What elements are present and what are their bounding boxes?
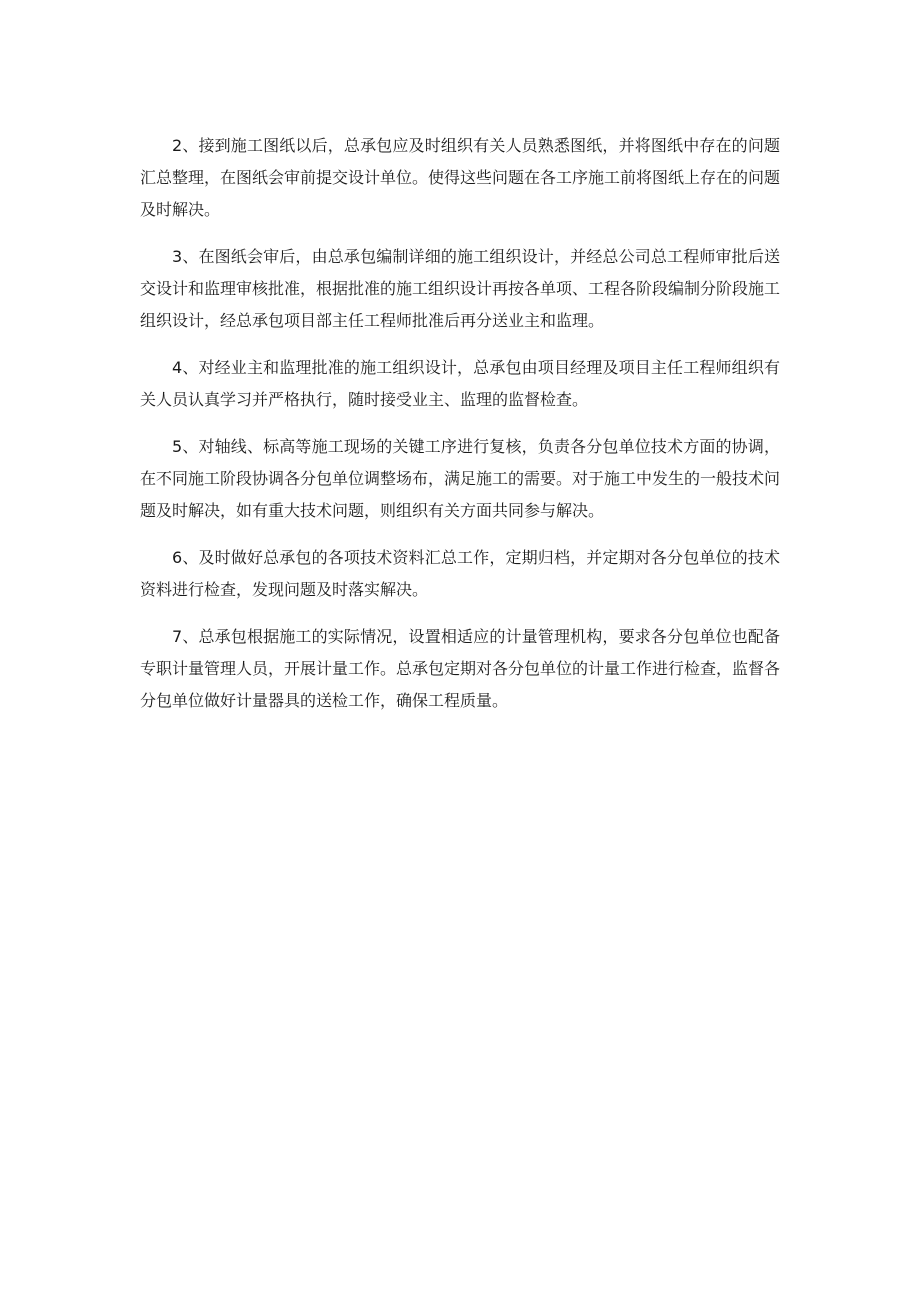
document-body — [140, 130, 780, 732]
paragraph-item-2: 2、接到施工图纸以后，总承包应及时组织有关人员熟悉图纸，并将图纸中存在的问题汇总整理，在图纸会审前提交设计单位。使得这些问题在各工序施工前将图纸上存在的问题及时解决。 — [140, 136, 781, 219]
paragraph-item-6: 6、及时做好总承包的各项技术资料汇总工作，定期归档，并定期对各分包单位的技术资料进行检查，发现问题及时落实解决。 — [140, 548, 780, 599]
paragraph-item-7: 7、总承包根据施工的实际情况，设置相适应的计量管理机构，要求各分包单位也配备专职计量管理人员，开展计量工作。总承包定期对各分包单位的计量工作进行检查，监督各分包单位做好计量器具的送检工作，确保工程质量。 — [140, 627, 781, 710]
paragraph-item-5: 5、对轴线、标高等施工现场的关键工序进行复核，负责各分包单位技术方面的协调，在不同施工阶段协调各分包单位调整场布，满足施工的需要。对于施工中发生的一般技术问题及时解决，如有重大技术问题，则组织有关方面共同参与解决。 — [140, 437, 781, 520]
paragraph-item-4: 4、对经业主和监理批准的施工组织设计，总承包由项目经理及项目主任工程师组织有关人员认真学习并严格执行，随时接受业主、监理的监督检查。 — [140, 358, 780, 409]
paragraph-item-3: 3、在图纸会审后，由总承包编制详细的施工组织设计，并经总公司总工程师审批后送交设计和监理审核批准，根据批准的施工组织设计再按各单项、工程各阶段编制分阶段施工组织设计，经总承包项目部主任工程师批准后再分送业主和监理。 — [140, 247, 781, 330]
